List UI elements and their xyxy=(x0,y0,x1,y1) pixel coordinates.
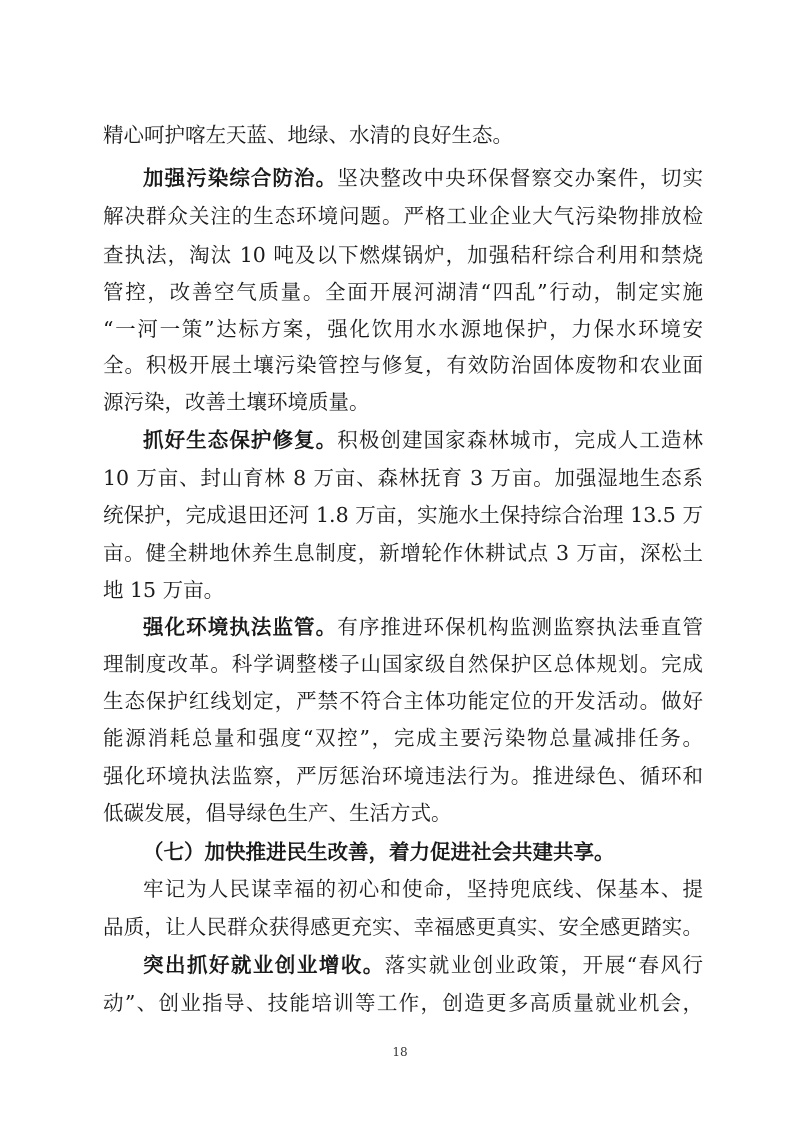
text-segment: 能源消耗总量和强度“双控”，完成主要污染物总量减排任务。 xyxy=(103,726,703,750)
text-segment: 牢记为人民谋幸福的初心和使命，坚持兜底线、保基本、提 xyxy=(143,877,703,901)
paragraph-first-line xyxy=(143,945,703,985)
text-line xyxy=(103,458,703,498)
text-segment: 地 15 万亩。 xyxy=(103,578,225,602)
text-segment: 积极创建国家森林城市，完成人工造林 xyxy=(337,428,703,452)
text-segment: 动”、创业指导、技能培训等工作，创造更多高质量就业机会， xyxy=(103,991,703,1015)
text-line xyxy=(103,756,703,796)
text-line xyxy=(103,533,703,573)
text-segment: 源污染，改善土壤环境质量。 xyxy=(103,390,370,414)
text-line xyxy=(103,681,703,721)
paragraph-first-line xyxy=(143,158,703,198)
text-line xyxy=(103,345,703,385)
text-line xyxy=(103,570,703,610)
section-heading xyxy=(143,832,703,872)
page-number: 18 xyxy=(392,1045,408,1059)
paragraph-heading: 强化环境执法监管。 xyxy=(143,615,338,639)
paragraph-heading: 加强污染综合防治。 xyxy=(143,166,338,190)
paragraph-heading: 抓好生态保护修复。 xyxy=(143,428,338,452)
text-line xyxy=(103,309,703,349)
paragraph-first-line xyxy=(143,420,703,460)
text-line xyxy=(103,907,703,947)
text-line xyxy=(103,235,703,275)
text-line xyxy=(103,495,703,535)
text-segment: 统保护，完成退田还河 1.8 万亩，实施水土保持综合治理 13.5 万 xyxy=(103,503,703,527)
text-segment: 全。积极开展土壤污染管控与修复，有效防治固体废物和农业面 xyxy=(103,353,703,377)
text-line xyxy=(103,196,703,236)
text-segment: 管控，改善空气质量。全面开展河湖清“四乱”行动，制定实施 xyxy=(103,280,703,304)
text-segment: 生态保护红线划定，严禁不符合主体功能定位的开发活动。做好 xyxy=(103,689,703,713)
text-segment: 解决群众关注的生态环境问题。严格工业企业大气污染物排放检 xyxy=(103,204,703,228)
text-segment: 查执法，淘汰 10 吨及以下燃煤锅炉，加强秸秆综合利用和禁烧 xyxy=(103,243,703,267)
text-segment: 理制度改革。科学调整楼子山国家级自然保护区总体规划。完成 xyxy=(103,652,703,676)
paragraph-heading: 突出抓好就业创业增收。 xyxy=(143,953,385,977)
paragraph-first-line xyxy=(143,607,703,647)
text-line xyxy=(103,718,703,758)
text-segment: 10 万亩、封山育林 8 万亩、森林抚育 3 万亩。加强湿地生态系 xyxy=(103,466,703,490)
text-segment: 低碳发展，倡导绿色生产、生活方式。 xyxy=(103,801,452,825)
text-line xyxy=(103,382,703,422)
text-segment: 强化环境执法监察，严厉惩治环境违法行为。推进绿色、循环和 xyxy=(103,764,703,788)
section-heading-text: （七）加快推进民生改善，着力促进社会共建共享。 xyxy=(143,840,615,864)
text-line xyxy=(103,272,703,312)
paragraph-first-line xyxy=(143,869,703,909)
text-segment: 落实就业创业政策，开展“春风行 xyxy=(384,953,703,977)
text-line xyxy=(103,644,703,684)
text-segment: “一河一策”达标方案，强化饮用水水源地保护，力保水环境安 xyxy=(103,317,703,341)
text-segment: 坚决整改中央环保督察交办案件，切实 xyxy=(337,166,703,190)
text-line xyxy=(103,983,703,1023)
text-segment: 有序推进环保机构监测监察执法垂直管 xyxy=(337,615,703,639)
text-line xyxy=(103,115,703,155)
text-line xyxy=(103,793,703,833)
text-segment: 精心呵护喀左天蓝、地绿、水清的良好生态。 xyxy=(103,123,513,147)
text-segment: 亩。健全耕地休养生息制度，新增轮作休耕试点 3 万亩，深松土 xyxy=(103,541,703,565)
text-segment: 品质，让人民群众获得感更充实、幸福感更真实、安全感更踏实。 xyxy=(103,915,703,939)
